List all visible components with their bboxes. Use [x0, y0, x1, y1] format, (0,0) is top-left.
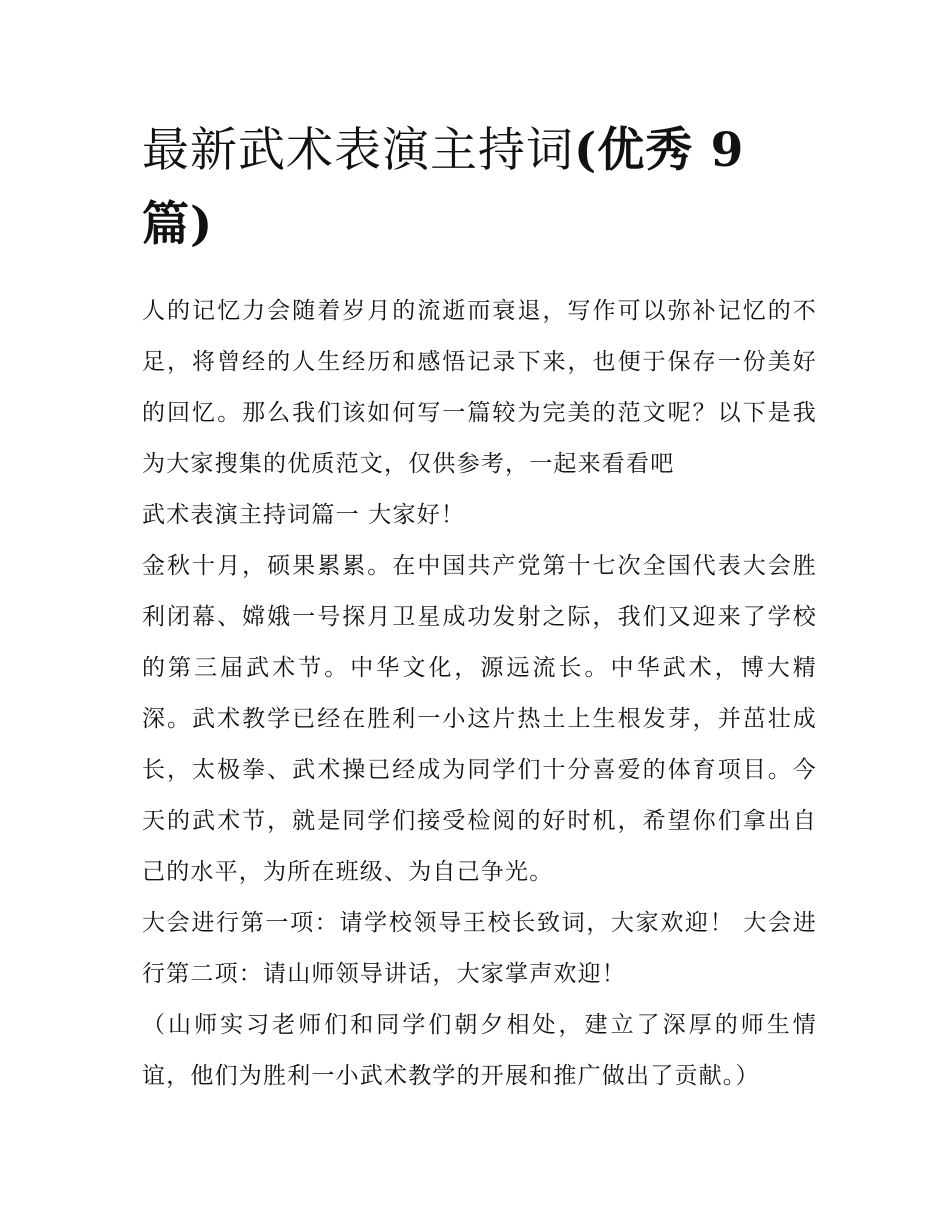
body-paragraph: （山师实习老师们和同学们朝夕相处，建立了深厚的师生情谊，他们为胜利一小武术教学的开展和推广做出了贡献。） [142, 1012, 817, 1089]
body-paragraph: 金秋十月，硕果累累。在中国共产党第十七次全国代表大会胜利闭幕、嫦娥一号探月卫星成功发射之际，我们又迎来了学校的第三届武术节。中华文化，源远流长。中华武术，博大精深。武术教学已经在胜利一小这片热土上生根发芽，并茁壮成长，太极拳、武术操已经成为同学们十分喜爱的体育项目。今天的武术节，就是同学们接受检阅的好时机，希望你们拿出自己的水平，为所在班级、为自己争光。 [142, 553, 817, 885]
title-main: 最新武术表演主持词 [142, 123, 574, 178]
document-title [142, 114, 817, 262]
body-paragraph: 大会进行第一项：请学校领导王校长致词，大家欢迎！ 大会进行第二项：请山师领导讲话，大家掌声欢迎！ [142, 910, 817, 987]
title-suffix: (优秀 9 篇) [142, 123, 745, 252]
intro-paragraph: 人的记忆力会随着岁月的流逝而衰退，写作可以弥补记忆的不足，将曾经的人生经历和感悟记录下来，也便于保存一份美好的回忆。那么我们该如何写一篇较为完美的范文呢？以下是我为大家搜集的优质范文，仅供参考，一起来看看吧 [142, 298, 817, 477]
document-page [142, 114, 817, 1102]
section-heading: 武术表演主持词篇一 大家好！ [142, 502, 466, 528]
